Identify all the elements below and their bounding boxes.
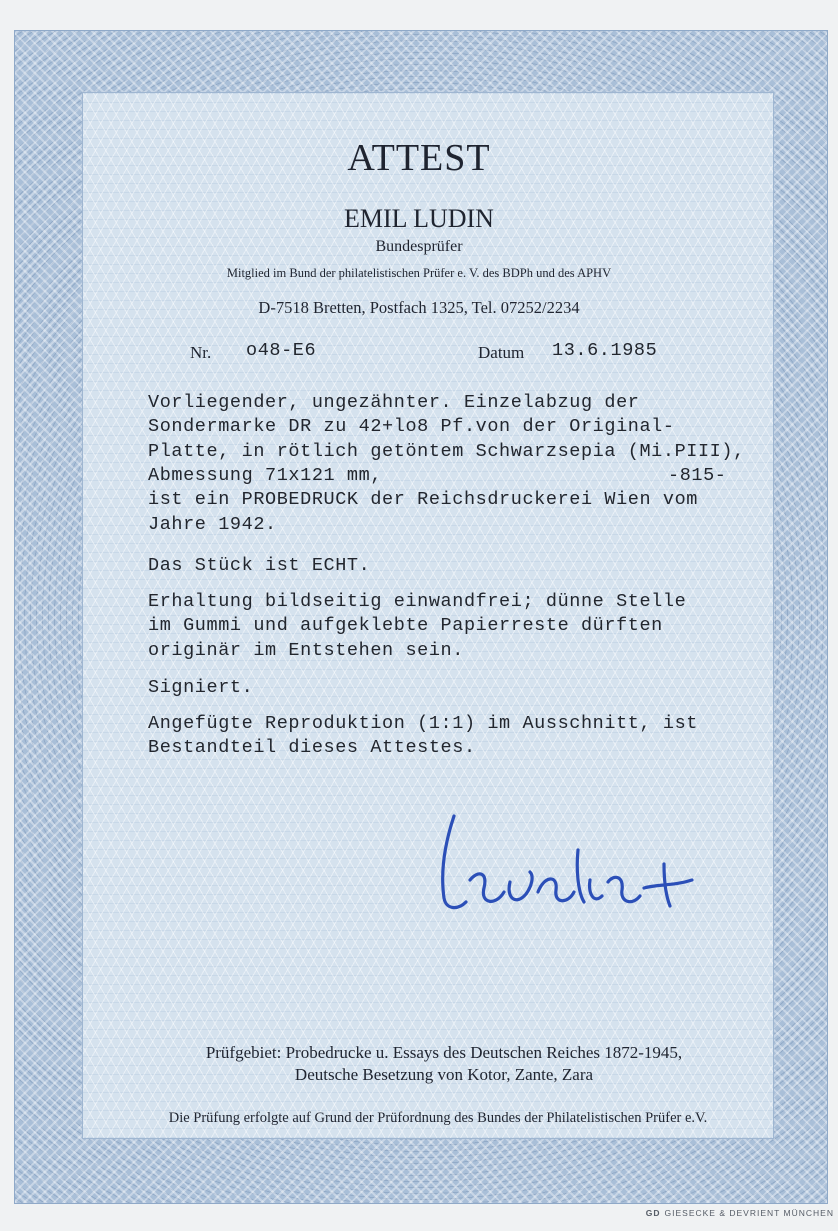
body-line: Abmessung 71x121 mm, — [148, 465, 383, 486]
body-line: Vorliegender, ungezähnter. Einzelabzug der — [148, 392, 640, 413]
number-value: o48-E6 — [246, 340, 317, 361]
body-line: Angefügte Reproduktion (1:1) im Ausschnitt, ist — [148, 713, 698, 734]
scope-line-2: Deutsche Besetzung von Kotor, Zante, Zara — [294, 1065, 594, 1084]
number-label: Nr. — [190, 343, 212, 362]
handwritten-signature — [418, 810, 718, 930]
date-label: Datum — [478, 343, 525, 362]
membership-line: Mitglied im Bund der philatelistischen Prüfer e. V. des BDPh und des APHV — [226, 266, 612, 280]
body-line: ist ein PROBEDRUCK der Reichsdruckerei Wien vom — [148, 489, 698, 510]
body-line: originär im Entstehen sein. — [148, 640, 464, 661]
examiner-name: EMIL LUDIN — [344, 204, 494, 233]
printer-logo: GD — [645, 1208, 661, 1218]
scope-line-1: Prüfgebiet: Probedrucke u. Essays des Deutschen Reiches 1872-1945, — [205, 1043, 683, 1062]
body-line: Erhaltung bildseitig einwandfrei; dünne Stelle — [148, 591, 687, 612]
body-line: im Gummi und aufgeklebte Papierreste dürften — [148, 615, 663, 636]
date-value: 13.6.1985 — [552, 340, 658, 361]
examiner-role: Bundesprüfer — [375, 238, 463, 255]
address-line: D-7518 Bretten, Postfach 1325, Tel. 07252/2234 — [258, 298, 580, 317]
examination-rule: Die Prüfung erfolgte auf Grund der Prüfordnung des Bundes der Philatelistischen Prüfer e.V. — [168, 1110, 708, 1126]
body-line: Jahre 1942. — [148, 514, 277, 535]
body-line: Sondermarke DR zu 42+lo8 Pf.von der Original- — [148, 416, 675, 437]
printer-imprint — [646, 1208, 834, 1218]
body-line: Bestandteil dieses Attestes. — [148, 737, 476, 758]
body-line: Platte, in rötlich getöntem Schwarzsepia (Mi.PIII), — [148, 441, 745, 462]
signed-statement: Signiert. — [148, 677, 254, 698]
printer-name: GIESECKE & DEVRIENT MÜNCHEN — [664, 1208, 834, 1218]
document-title: ATTEST — [347, 137, 491, 179]
reference-mark: -815- — [668, 465, 727, 486]
genuine-statement: Das Stück ist ECHT. — [148, 555, 371, 576]
